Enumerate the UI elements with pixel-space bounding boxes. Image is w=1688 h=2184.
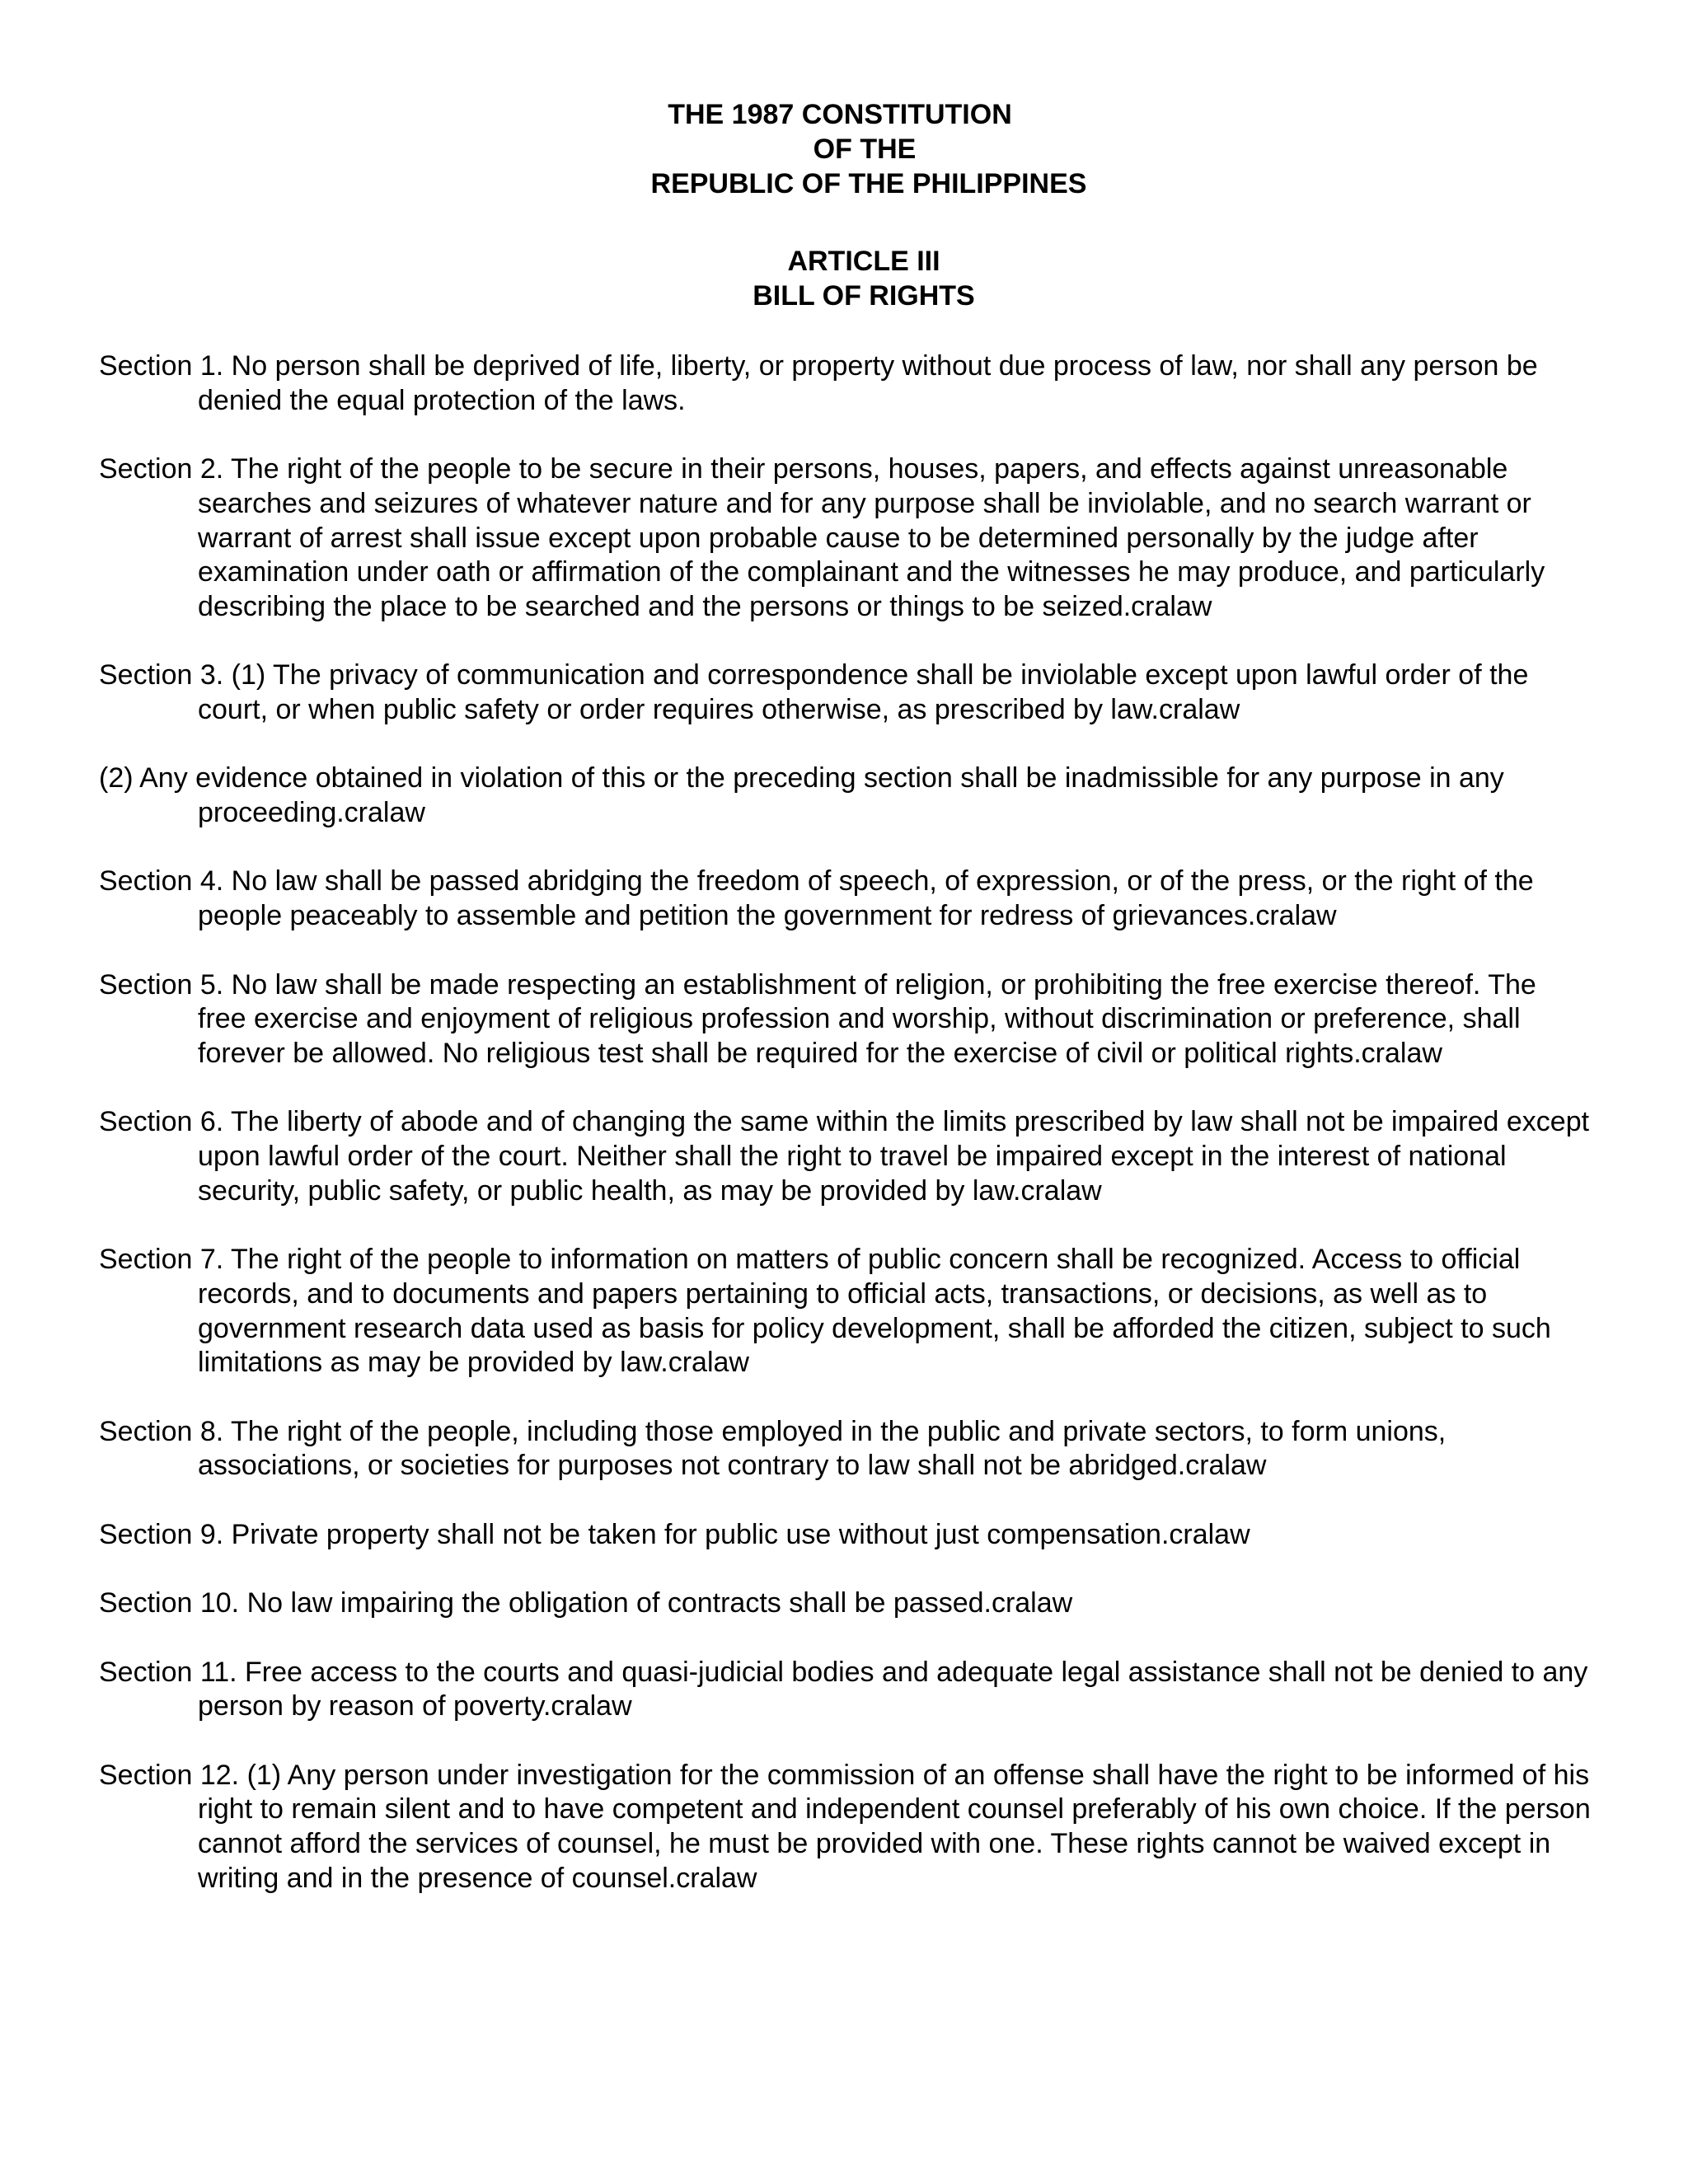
- title-line: REPUBLIC OF THE PHILIPPINES: [650, 168, 1087, 199]
- section-5: Section 5. No law shall be made respecting an establishment of religion, or prohibiting the free exercise thereof. The free exercise and enjoyment of religious profession and worship, without discrimination or preference, shall forever be allowed. No religious test shall be required for the exercise of civil or political rights.cralaw: [99, 968, 1536, 1069]
- document-title: [0, 97, 1688, 201]
- section-9: Section 9. Private property shall not be taken for public use without just compensation.cralaw: [99, 1518, 1250, 1550]
- section-3-1: Section 3. (1) The privacy of communication and correspondence shall be inviolable except upon lawful order of the court, or when public safety or order requires otherwise, as prescribed by law.cralaw: [99, 659, 1529, 725]
- section-12-1: Section 12. (1) Any person under investigation for the commission of an offense shall have the right to be informed of his right to remain silent and to have competent and independent counsel preferably of his own choice. If the person cannot afford the services of counsel, he must be provided with one. These rights cannot be waived except in writing and in the presence of counsel.cralaw: [99, 1759, 1591, 1894]
- section-4: Section 4. No law shall be passed abridging the freedom of speech, of expression, or of the press, or the right of the people peaceably to assemble and petition the government for redress of grievances.cralaw: [99, 865, 1534, 932]
- section-7: Section 7. The right of the people to information on matters of public concern shall be recognized. Access to official records, and to documents and papers pertaining to official acts, transactions, or decisions, as well as to government research data used as basis for policy development, shall be afforded the citizen, subject to such limitations as may be provided by law.cralaw: [99, 1244, 1551, 1379]
- section-2: Section 2. The right of the people to be secure in their persons, houses, papers, and effects against unreasonable searches and seizures of whatever nature and for any purpose shall be inviolable, and no search warrant or warrant of arrest shall issue except upon probable cause to be determined personally by the judge after examination under oath or affirmation of the complainant and the witnesses he may produce, and particularly describing the place to be searched and the persons or things to be seized.cralaw: [99, 453, 1545, 622]
- section-3-2: (2) Any evidence obtained in violation of this or the preceding section shall be inadmissible for any purpose in any proceeding.cralaw: [99, 762, 1504, 829]
- section-6: Section 6. The liberty of abode and of changing the same within the limits prescribed by law shall not be impaired except upon lawful order of the court. Neither shall the right to travel be impaired except in the interest of national security, public safety, or public health, as may be provided by law.cralaw: [99, 1106, 1590, 1207]
- section-8: Section 8. The right of the people, including those employed in the public and private sectors, to form unions, associations, or societies for purposes not contrary to law shall not be abridged.cralaw: [99, 1415, 1447, 1482]
- title-line: THE 1987 CONSTITUTION: [668, 99, 1012, 130]
- section-11: Section 11. Free access to the courts and quasi-judicial bodies and adequate legal assistance shall not be denied to any person by reason of poverty.cralaw: [99, 1656, 1588, 1722]
- article-heading: [0, 244, 1688, 313]
- section-10: Section 10. No law impairing the obligation of contracts shall be passed.cralaw: [99, 1587, 1073, 1619]
- document-body: [99, 349, 1591, 1930]
- article-title: BILL OF RIGHTS: [753, 280, 975, 312]
- section-1: Section 1. No person shall be deprived of life, liberty, or property without due process of law, nor shall any person be denied the equal protection of the laws.: [99, 350, 1538, 416]
- article-number: ARTICLE III: [787, 246, 940, 277]
- title-line: OF THE: [813, 134, 917, 165]
